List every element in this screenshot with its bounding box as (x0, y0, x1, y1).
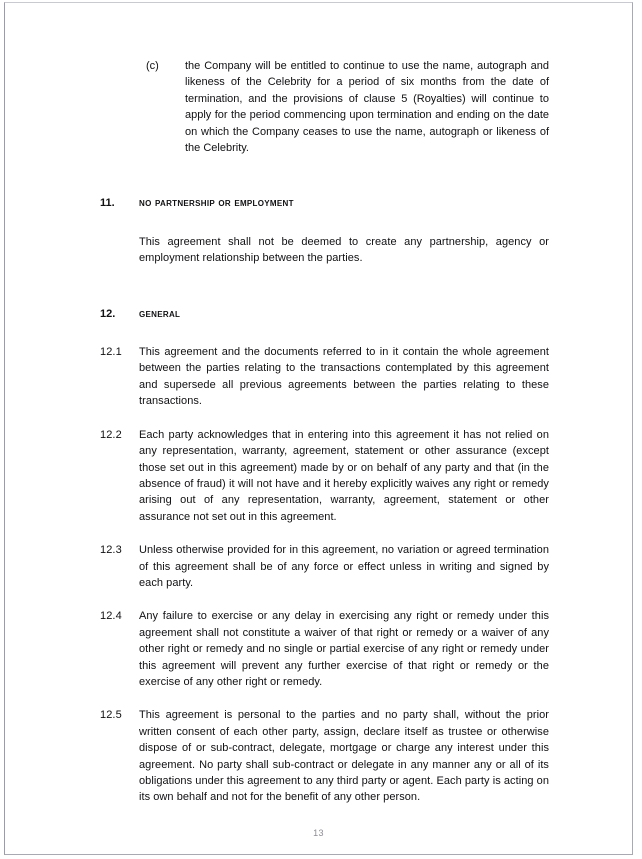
clause-12-3-marker: 12.3 (100, 544, 122, 557)
clause-11-body (100, 234, 549, 267)
clause-12-5-marker: 12.5 (100, 709, 122, 722)
clause-12-1-marker: 12.1 (100, 346, 122, 359)
clause-12-2 (100, 427, 549, 525)
clause-12-2-marker: 12.2 (100, 428, 122, 441)
subclause-c-text: the Company will be entitled to continue to use the name, autograph and likeness of the Celebrity for a period of six months from the date of termination, and the provisions of clause 5 (Royalties) will continue to apply for the period commencing upon termination and ending on the date on which the Company ceases to use the name, autograph or likeness of the Celebrity. (185, 60, 549, 155)
spacer (100, 284, 549, 306)
text-frame (100, 58, 549, 823)
clause-12-1-text: This agreement and the documents referred to in it contain the whole agreement between the parties relating to the transactions contemplated by this agreement and supersede all previous agreements between the parties relating to these transactions. (139, 346, 549, 408)
document-page (4, 2, 633, 855)
heading-12-number: 12. (100, 307, 116, 320)
heading-11 (100, 195, 549, 211)
subclause-c-marker: (c) (146, 60, 159, 72)
heading-11-number: 11. (100, 197, 115, 210)
heading-12-text: general (139, 307, 181, 320)
clause-12-3-text: Unless otherwise provided for in this agreement, no variation or agreed termination of this agreement shall be of any force or effect unless in writing and signed by each party. (139, 544, 549, 589)
clause-12-5-text: This agreement is personal to the parties and no party shall, without the prior written consent of each other party, assign, declare itself as trustee or otherwise dispose of or sub-contract, delegate, mortgage or charge any interest under this agreement. No party shall sub-contract or delegate in any manner any or all of its obligations under this agreement to any third party or agent. Each party is acting on its own behalf and not for the benefit of any other person. (139, 709, 549, 804)
clause-12-3 (100, 542, 549, 591)
clause-12-2-text: Each party acknowledges that in entering into this agreement it has not relied on any representation, warranty, agreement, statement or other assurance (except those set out in this agreement) made by or on behalf of any party and that (in the absence of fraud) it will not have and it hereby explicitly waives any right or remedy arising out of any representation, warranty, agreement, statement or other assurance not set out in this agreement. (139, 428, 549, 523)
heading-12 (100, 306, 549, 322)
heading-11-text: no partnership or employment (139, 197, 294, 210)
spacer (100, 173, 549, 195)
page-footer (5, 823, 632, 841)
clause-12-4-text: Any failure to exercise or any delay in exercising any right or remedy under this agreement shall not constitute a waiver of that right or remedy or a waiver of any other right or remedy and no single or partial exercise of any right or remedy under this agreement will prevent any further exercise of that right or remedy or the exercise of any other right or remedy. (139, 610, 549, 688)
page-number: 13 (313, 828, 324, 838)
clause-12-5 (100, 707, 549, 805)
clause-11-body-text: This agreement shall not be deemed to create any partnership, agency or employment relationship between the parties. (139, 235, 549, 265)
spacer (100, 212, 549, 234)
clause-12-4-marker: 12.4 (100, 610, 122, 623)
clause-12-1 (100, 344, 549, 410)
page-content (5, 3, 632, 854)
clause-12-4 (100, 608, 549, 690)
spacer (100, 322, 549, 344)
subclause-c (100, 58, 549, 156)
